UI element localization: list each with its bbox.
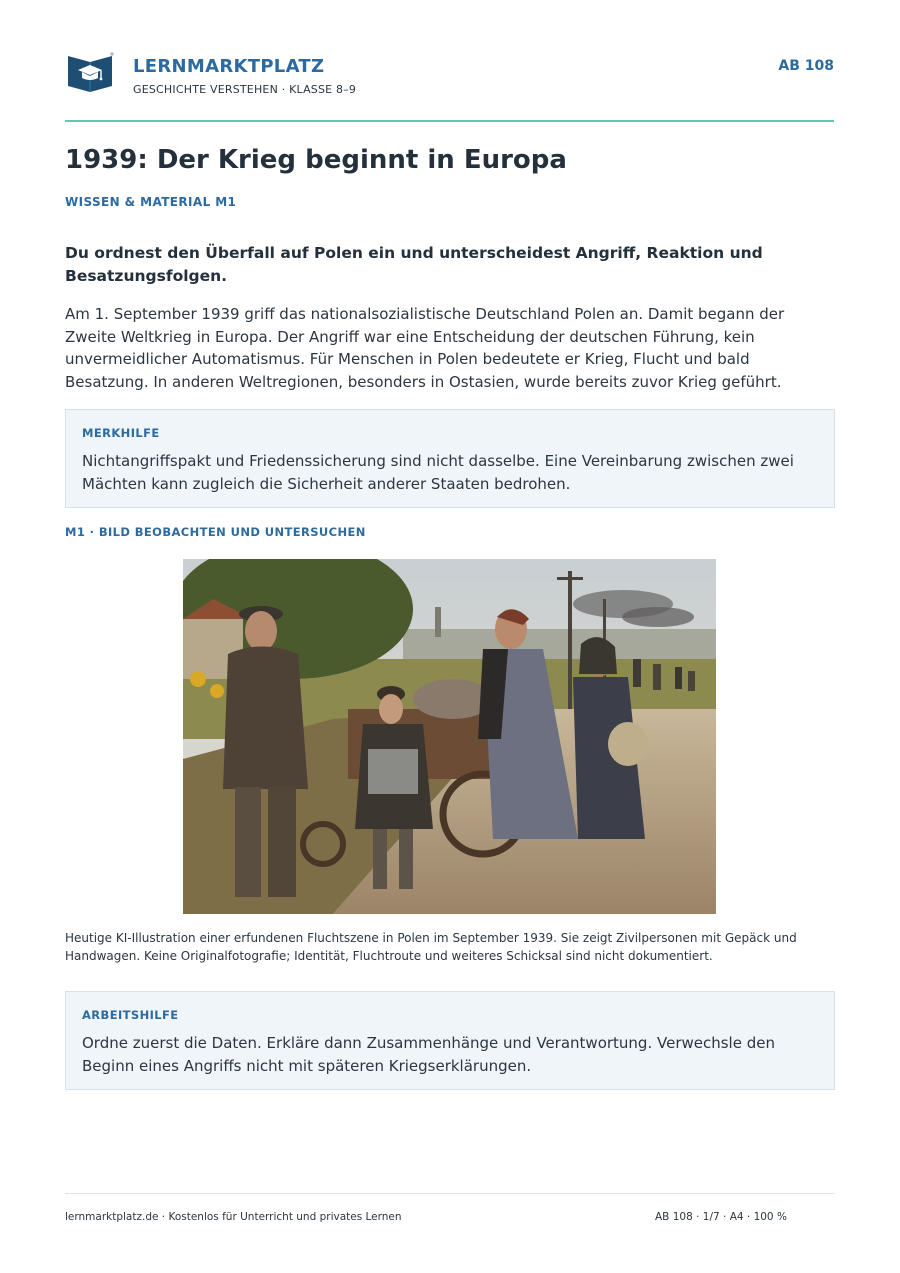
footer-divider xyxy=(65,1193,834,1194)
refugee-illustration xyxy=(183,559,716,914)
arbeitshilfe-text: Ordne zuerst die Daten. Erkläre dann Zusammenhänge und Verantwortung. Verwechsle den Beginn eines Angriffs nicht mit späteren Kriegserklärungen. xyxy=(82,1034,775,1075)
merkhilfe-text: Nichtangriffspakt und Friedenssicherung sind nicht dasselbe. Eine Vereinbarung zwischen zwei Mächten kann zugleich die Sicherheit anderer Staaten bedrohen. xyxy=(82,452,794,493)
sheet-id: AB 108 xyxy=(778,58,834,74)
page-title: 1939: Der Krieg beginnt in Europa xyxy=(65,145,567,175)
intro-text: Am 1. September 1939 griff das nationalsozialistische Deutschland Polen an. Damit begann der Zweite Weltkrieg in Europa. Der Angriff war eine Entscheidung der deutschen Führung, kein unvermeidlicher Automatismus. Für Menschen in Polen bedeutete er Krieg, Flucht und bald Besatzung. In anderen Weltregionen, besonders in Ostasien, wurde bereits zuvor Krieg geführt. xyxy=(65,305,785,391)
merkhilfe-box xyxy=(65,409,835,508)
graduation-cap-book-icon xyxy=(65,50,115,94)
brand-subtitle: GESCHICHTE VERSTEHEN · KLASSE 8–9 xyxy=(133,83,357,96)
section-kicker: WISSEN & MATERIAL M1 xyxy=(65,195,237,209)
arbeitshilfe-box xyxy=(65,991,835,1090)
figure-caption: Heutige KI-Illustration einer erfundenen Fluchtszene in Polen im September 1939. Sie zeigt Zivilpersonen mit Gepäck und Handwagen. Keine Originalfotografie; Identität, Fluchtroute und weiteres Schicksal sind nicht dokumentiert. xyxy=(65,931,797,963)
arbeitshilfe-label: ARBEITSHILFE xyxy=(82,1008,179,1022)
refugee-scene-image xyxy=(183,559,716,914)
learning-goal: Du ordnest den Überfall auf Polen ein und unterscheidest Angriff, Reaktion und Besatzungsfolgen. xyxy=(65,244,763,285)
header-divider xyxy=(65,120,834,122)
m1-heading: M1 · BILD BEOBACHTEN UND UNTERSUCHEN xyxy=(65,525,366,539)
brand-header xyxy=(65,50,834,100)
merkhilfe-label: MERKHILFE xyxy=(82,426,160,440)
footer-page-info: AB 108 · 1/7 · A4 · 100 % xyxy=(655,1211,787,1223)
brand-name: LERNMARKTPLATZ xyxy=(133,56,325,77)
footer-site-info: lernmarktplatz.de · Kostenlos für Unterricht und privates Lernen xyxy=(65,1211,402,1223)
